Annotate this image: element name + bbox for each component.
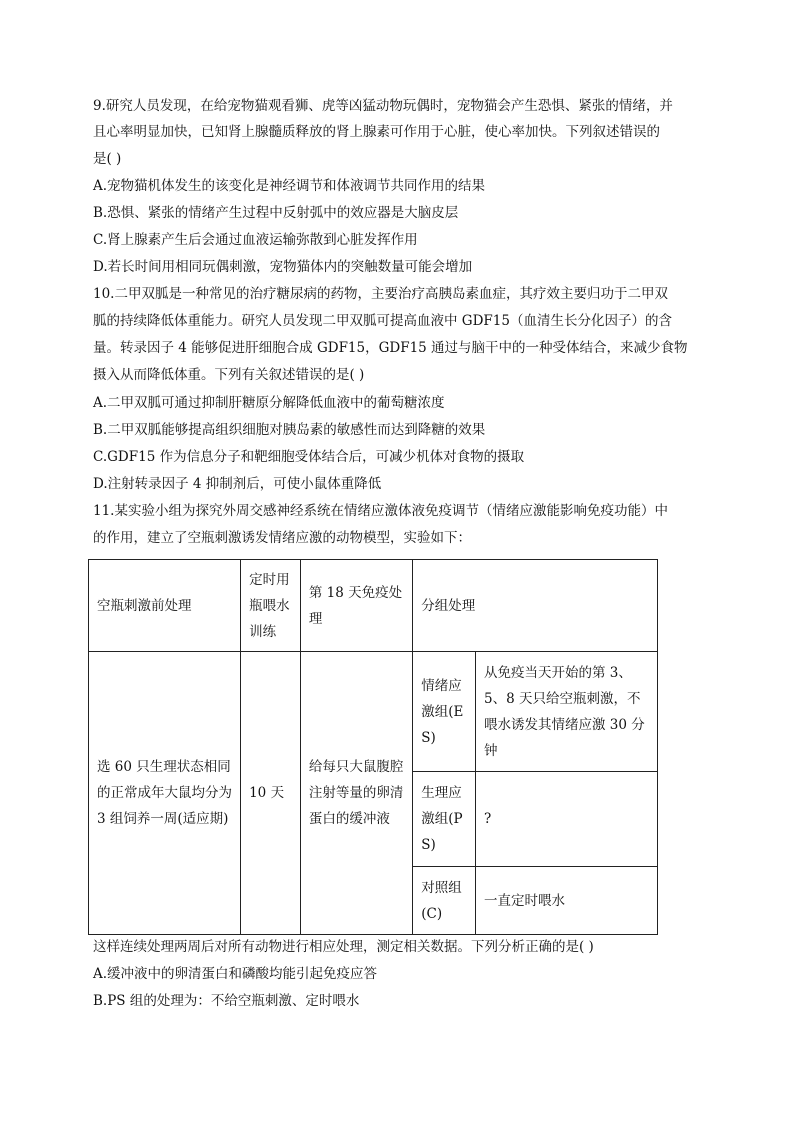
- q10-stem-line-2: 胍的持续降低体重能力。研究人员发现二甲双胍可提高血液中 GDF15（血清生长分化因子）的含: [93, 313, 672, 329]
- cell-training: 10 天: [241, 652, 301, 935]
- group-name-es: 情绪应激组(ES): [413, 652, 476, 772]
- cell-immune: 给每只大鼠腹腔注射等量的卵清蛋白的缓冲液: [300, 652, 412, 935]
- q10-stem-line-1: 10.二甲双胍是一种常见的治疗糖尿病的药物，主要治疗高胰岛素血症，其疗效主要归功于二甲双: [93, 286, 668, 302]
- q9-option-c: C.肾上腺素产生后会通过血液运输弥散到心脏发挥作用: [93, 232, 418, 248]
- q10-option-c: C.GDF15 作为信息分子和靶细胞受体结合后，可减少机体对食物的摄取: [93, 449, 525, 465]
- q9-option-b: B.恐惧、紧张的情绪产生过程中反射弧中的效应器是大脑皮层: [93, 205, 459, 221]
- header-pre-treatment: 空瓶刺激前处理: [89, 560, 241, 652]
- q11-option-a: A.缓冲液中的卵清蛋白和磷酸均能引起免疫应答: [93, 966, 378, 982]
- q11-stem-line-1: 11.某实验小组为探究外周交感神经系统在情绪应激体液免疫调节（情绪应激能影响免疫功能）中: [93, 503, 668, 519]
- cell-pre-treatment: 选 60 只生理状态相同的正常成年大鼠均分为 3 组饲养一周(适应期): [89, 652, 241, 935]
- group-treatment-ps: ?: [476, 772, 658, 867]
- experiment-table: [88, 559, 658, 935]
- group-name-ps: 生理应激组(PS): [413, 772, 476, 867]
- q9-stem-line-1: 9.研究人员发现，在给宠物猫观看狮、虎等凶猛动物玩偶时，宠物猫会产生恐惧、紧张的情绪，并: [93, 98, 673, 114]
- q10-option-a: A.二甲双胍可通过抑制肝糖原分解降低血液中的葡萄糖浓度: [93, 395, 445, 411]
- q10-stem-line-3: 量。转录因子 4 能够促进肝细胞合成 GDF15，GDF15 通过与脑干中的一种受体结合，来减少食物: [93, 340, 688, 356]
- header-immune: 第 18 天免疫处理: [300, 560, 412, 652]
- table-header-row: [89, 560, 658, 652]
- group-treatment-es: 从免疫当天开始的第 3、5、8 天只给空瓶刺激，不喂水诱发其情绪应激 30 分钟: [476, 652, 658, 772]
- q11-after-table: 这样连续处理两周后对所有动物进行相应处理，测定相关数据。下列分析正确的是( ): [93, 939, 594, 955]
- table-row-es: [89, 652, 658, 772]
- q10-stem-line-4: 摄入从而降低体重。下列有关叙述错误的是( ): [93, 367, 365, 383]
- group-name-c: 对照组(C): [413, 867, 476, 935]
- q9-stem-line-2: 且心率明显加快，已知肾上腺髓质释放的肾上腺素可作用于心脏，使心率加快。下列叙述错误的: [93, 124, 660, 140]
- q10-option-b: B.二甲双胍能够提高组织细胞对胰岛素的敏感性而达到降糖的效果: [93, 422, 486, 438]
- q9-option-d: D.若长时间用相同玩偶刺激，宠物猫体内的突触数量可能会增加: [93, 259, 473, 275]
- q10-option-d: D.注射转录因子 4 抑制剂后，可使小鼠体重降低: [93, 476, 382, 492]
- header-groups: 分组处理: [413, 560, 658, 652]
- q9-option-a: A.宠物猫机体发生的该变化是神经调节和体液调节共同作用的结果: [93, 178, 486, 194]
- group-treatment-c: 一直定时喂水: [476, 867, 658, 935]
- q11-option-b: B.PS 组的处理为：不给空瓶刺激、定时喂水: [93, 993, 360, 1009]
- q9-stem-line-3: 是( ): [93, 151, 122, 167]
- q11-stem-line-2: 的作用，建立了空瓶刺激诱发情绪应激的动物模型，实验如下：: [93, 530, 471, 546]
- header-training: 定时用瓶喂水训练: [241, 560, 301, 652]
